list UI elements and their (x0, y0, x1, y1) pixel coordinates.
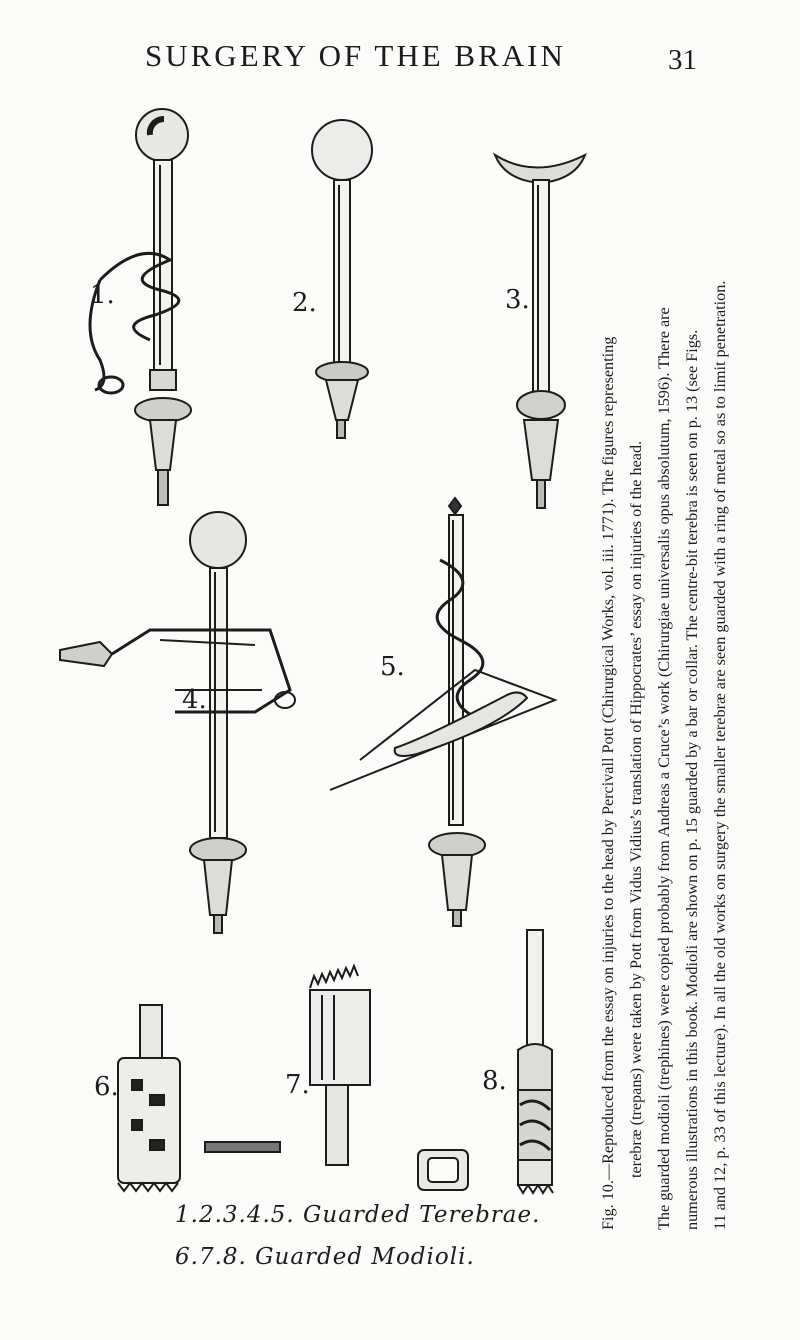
figure-label-6: 6. (94, 1072, 119, 1102)
figure-label-1: 1. (90, 280, 115, 310)
figure-label-5: 5. (380, 652, 405, 682)
figure-label-2: 2. (292, 288, 317, 318)
caption-line-4: numerous illustrations in this book. Modioli are shown on p. 15 guarded by a bar or collar. The centre-bit terebra is seen on p. 13 (see Figs. (683, 329, 701, 1230)
figure-label-4: 4. (182, 685, 207, 715)
caption-line-2: terebræ (trepans) were taken by Pott from Vidus Vidius’s translation of Hippocrates’ essay on injuries of the head. (627, 440, 645, 1178)
handwritten-caption-line-1: 1.2.3.4.5. Guarded Terebrae. (175, 1202, 541, 1228)
instrument-3-illustration (495, 155, 585, 508)
rotated-figure-caption (580, 10, 730, 1230)
instrument-6-illustration (118, 1005, 180, 1191)
instrument-2-illustration (312, 120, 372, 438)
instrument-7-illustration (205, 966, 370, 1165)
caption-line-5: 11 and 12, p. 33 of this lecture). In all the old works on surgery the smaller terebræ are seen guarded with a ring of metal so as to limit penetration. (711, 280, 729, 1230)
instrument-8-illustration (418, 930, 553, 1193)
instrument-5-illustration (330, 498, 555, 926)
caption-line-1: Fig. 10.—Reproduced from the essay on injuries to the head by Percivall Pott (Chirurgical Works, vol. iii. 1771). The figures representing (599, 336, 617, 1230)
page-number: 31 (668, 44, 697, 76)
running-head: SURGERY OF THE BRAIN (145, 38, 566, 73)
instrument-4-illustration (60, 512, 295, 933)
figure-label-3: 3. (505, 285, 530, 315)
figure-plate (0, 80, 620, 1340)
handwritten-caption-line-2: 6.7.8. Guarded Modioli. (175, 1244, 475, 1270)
figure-label-7: 7. (285, 1070, 310, 1100)
figure-label-8: 8. (482, 1066, 507, 1096)
caption-line-3: The guarded modioli (trephines) were copied probably from Andreas a Cruce’s work (Chirurgiae universalis opus absolutum, 1596). There are (655, 307, 673, 1230)
